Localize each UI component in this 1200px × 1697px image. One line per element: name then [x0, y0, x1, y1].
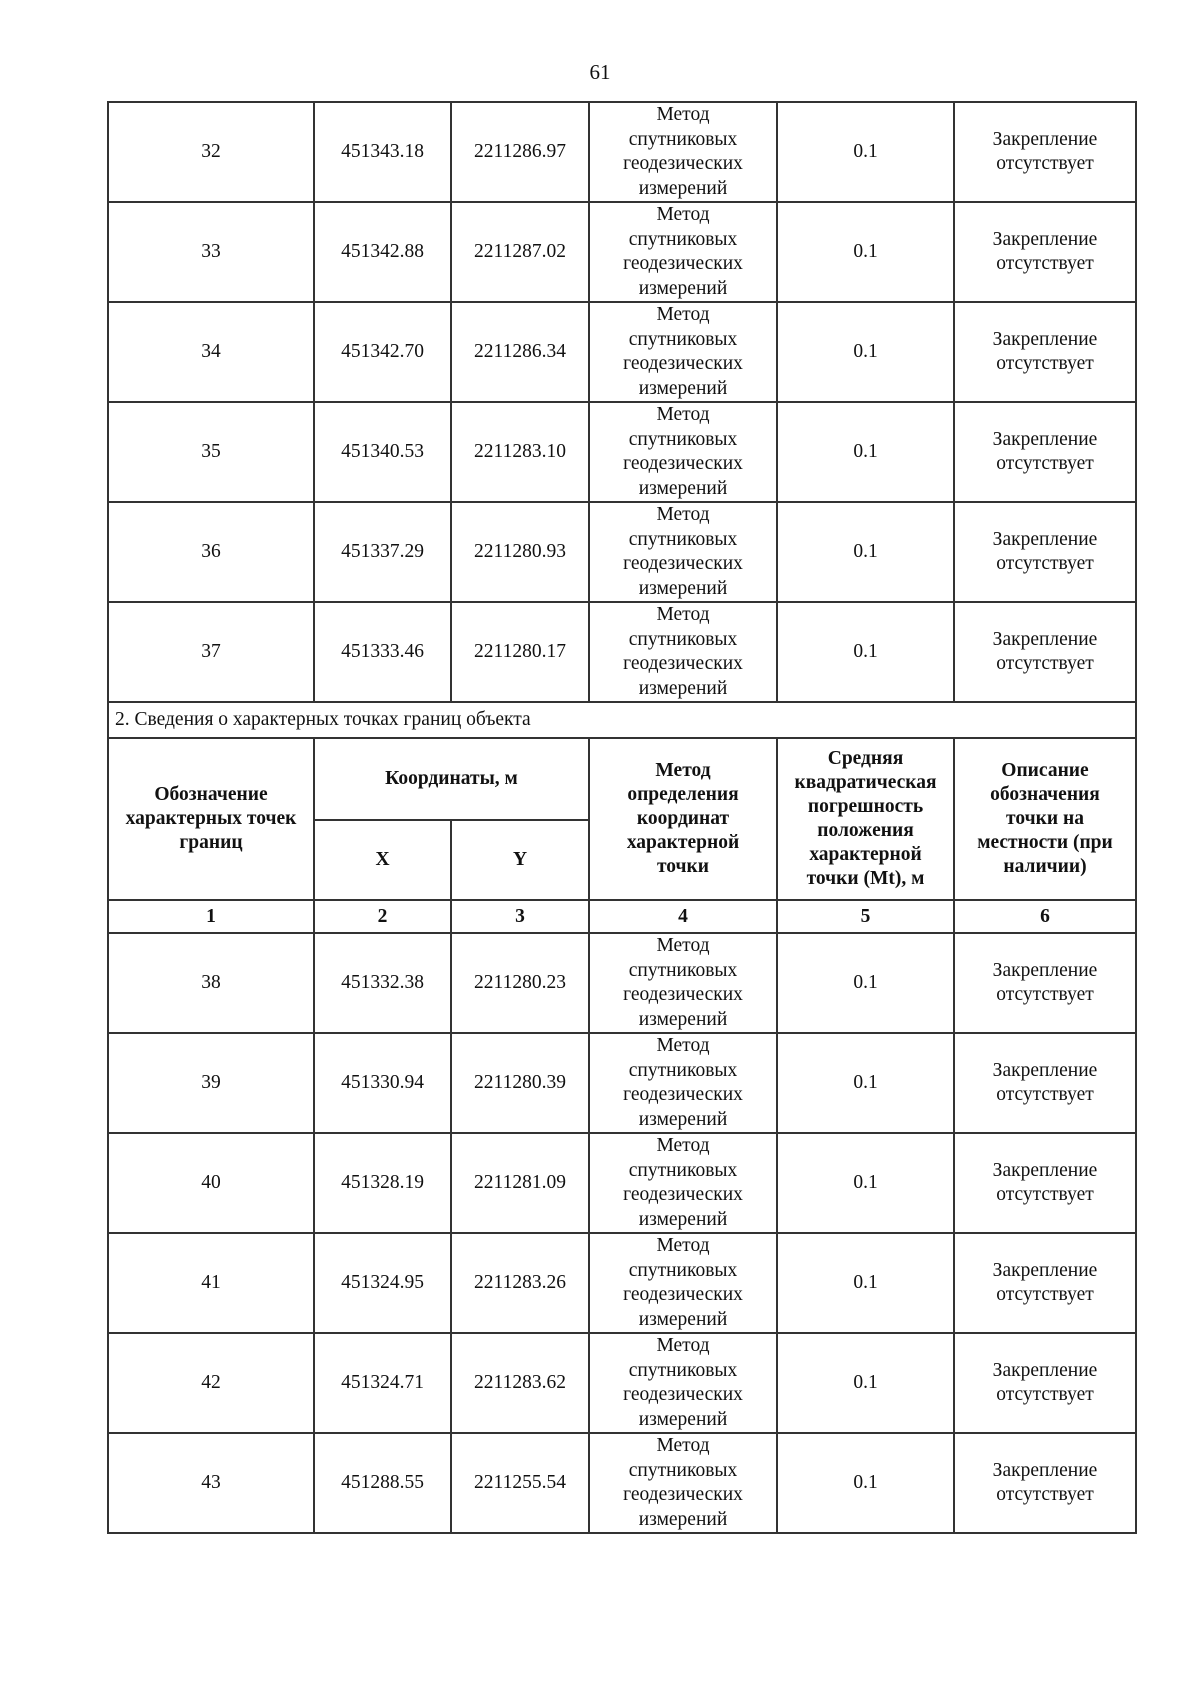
method-line: измерений — [638, 377, 728, 399]
point-number-cell: 34 — [108, 302, 314, 402]
description-cell — [954, 502, 1136, 602]
method-line: спутниковых — [628, 328, 738, 350]
header-line: положения — [817, 820, 914, 841]
header-method — [589, 738, 777, 900]
x-coordinate-cell: 451288.55 — [314, 1433, 451, 1533]
description-line: отсутствует — [996, 453, 1094, 474]
method-line: измерений — [638, 1208, 728, 1230]
method-line: Метод — [656, 1235, 710, 1256]
header-line: характерной — [626, 832, 740, 853]
description-cell — [954, 202, 1136, 302]
y-coordinate-cell: 2211283.62 — [451, 1333, 589, 1433]
header-line: погрешность — [807, 796, 924, 817]
description-line: отсутствует — [996, 1484, 1094, 1505]
accuracy-cell: 0.1 — [777, 1133, 954, 1233]
header-y: Y — [451, 820, 589, 900]
header-line: Средняя — [827, 748, 904, 769]
method-line: Метод — [656, 604, 710, 625]
method-cell — [589, 502, 777, 602]
description-cell — [954, 1333, 1136, 1433]
header-coordinates: Координаты, м — [314, 738, 589, 820]
method-line: спутниковых — [628, 428, 738, 450]
table-row — [108, 1233, 1136, 1333]
method-line: спутниковых — [628, 528, 738, 550]
y-coordinate-cell: 2211287.02 — [451, 202, 589, 302]
point-number-cell: 39 — [108, 1033, 314, 1133]
table-row — [108, 1433, 1136, 1533]
accuracy-cell: 0.1 — [777, 502, 954, 602]
method-line: спутниковых — [628, 1159, 738, 1181]
table-row — [108, 1333, 1136, 1433]
accuracy-cell: 0.1 — [777, 933, 954, 1033]
description-cell — [954, 1133, 1136, 1233]
method-line: геодезических — [623, 1384, 743, 1405]
method-cell — [589, 1333, 777, 1433]
header-line: границ — [179, 832, 243, 853]
header-line: характерной — [809, 844, 922, 865]
description-line: отсутствует — [996, 553, 1094, 574]
method-line: измерений — [638, 1408, 728, 1430]
point-number-cell: 32 — [108, 102, 314, 202]
header-line: точки на — [1006, 808, 1084, 829]
column-number-cell: 1 — [108, 900, 314, 933]
method-line: измерений — [638, 177, 728, 199]
point-number-cell: 33 — [108, 202, 314, 302]
section-title-row — [108, 702, 1136, 738]
table-row — [108, 602, 1136, 702]
method-line: Метод — [656, 404, 710, 425]
table-row — [108, 1033, 1136, 1133]
method-line: спутниковых — [628, 959, 738, 981]
y-coordinate-cell: 2211280.93 — [451, 502, 589, 602]
point-number-cell: 42 — [108, 1333, 314, 1433]
header-line: определения — [627, 784, 739, 805]
method-cell — [589, 933, 777, 1033]
description-line: отсутствует — [996, 1384, 1094, 1405]
method-cell — [589, 102, 777, 202]
accuracy-cell: 0.1 — [777, 1333, 954, 1433]
description-cell — [954, 1433, 1136, 1533]
method-line: Метод — [656, 104, 710, 125]
column-number-cell: 5 — [777, 900, 954, 933]
accuracy-cell: 0.1 — [777, 102, 954, 202]
table-row — [108, 102, 1136, 202]
y-coordinate-cell: 2211255.54 — [451, 1433, 589, 1533]
description-line: отсутствует — [996, 1084, 1094, 1105]
description-line: Закрепление — [992, 529, 1098, 550]
description-line: Закрепление — [992, 429, 1098, 450]
header-line: квадратическая — [794, 772, 937, 793]
point-number-cell: 43 — [108, 1433, 314, 1533]
description-line: Закрепление — [992, 1260, 1098, 1281]
header-line: Обозначение — [154, 784, 268, 805]
point-number-cell: 40 — [108, 1133, 314, 1233]
method-cell — [589, 402, 777, 502]
description-cell — [954, 402, 1136, 502]
x-coordinate-cell: 451343.18 — [314, 102, 451, 202]
x-coordinate-cell: 451330.94 — [314, 1033, 451, 1133]
x-coordinate-cell: 451333.46 — [314, 602, 451, 702]
method-line: геодезических — [623, 1284, 743, 1305]
point-number-cell: 35 — [108, 402, 314, 502]
method-line: спутниковых — [628, 228, 738, 250]
x-coordinate-cell: 451332.38 — [314, 933, 451, 1033]
method-line: геодезических — [623, 553, 743, 574]
header-accuracy — [777, 738, 954, 900]
method-line: Метод — [656, 1335, 710, 1356]
description-cell — [954, 933, 1136, 1033]
y-coordinate-cell: 2211283.10 — [451, 402, 589, 502]
section-title: 2. Сведения о характерных точках границ объекта — [108, 702, 1136, 738]
table-row — [108, 302, 1136, 402]
page-number: 61 — [589, 60, 611, 84]
method-line: спутниковых — [628, 128, 738, 150]
method-line: геодезических — [623, 984, 743, 1005]
header-line: наличии) — [1003, 856, 1087, 877]
description-line: Закрепление — [992, 1060, 1098, 1081]
header-line: точки (Mt), м — [806, 868, 925, 889]
y-coordinate-cell: 2211280.17 — [451, 602, 589, 702]
x-coordinate-cell: 451342.70 — [314, 302, 451, 402]
description-line: Закрепление — [992, 629, 1098, 650]
accuracy-cell: 0.1 — [777, 1233, 954, 1333]
method-line: измерений — [638, 477, 728, 499]
method-line: геодезических — [623, 1184, 743, 1205]
table-row — [108, 933, 1136, 1033]
method-line: измерений — [638, 1308, 728, 1330]
method-line: Метод — [656, 304, 710, 325]
table-row — [108, 502, 1136, 602]
column-number-cell: 6 — [954, 900, 1136, 933]
point-number-cell: 37 — [108, 602, 314, 702]
method-line: Метод — [656, 1035, 710, 1056]
boundary-points-table — [107, 101, 1137, 1534]
y-coordinate-cell: 2211286.97 — [451, 102, 589, 202]
description-cell — [954, 1033, 1136, 1133]
description-line: Закрепление — [992, 1160, 1098, 1181]
y-coordinate-cell: 2211280.39 — [451, 1033, 589, 1133]
header-line: характерных точек — [125, 808, 297, 829]
accuracy-cell: 0.1 — [777, 402, 954, 502]
header-line: Метод — [655, 760, 711, 781]
description-line: Закрепление — [992, 329, 1098, 350]
x-coordinate-cell: 451324.71 — [314, 1333, 451, 1433]
table-row — [108, 202, 1136, 302]
method-line: спутниковых — [628, 1059, 738, 1081]
method-line: измерений — [638, 1108, 728, 1130]
header-description — [954, 738, 1136, 900]
table-row — [108, 402, 1136, 502]
table-body — [108, 102, 1136, 1533]
method-line: геодезических — [623, 453, 743, 474]
method-cell — [589, 1233, 777, 1333]
method-line: измерений — [638, 677, 728, 699]
x-coordinate-cell: 451340.53 — [314, 402, 451, 502]
description-line: отсутствует — [996, 153, 1094, 174]
description-line: Закрепление — [992, 229, 1098, 250]
description-line: отсутствует — [996, 984, 1094, 1005]
method-line: геодезических — [623, 1484, 743, 1505]
method-line: спутниковых — [628, 1259, 738, 1281]
method-line: измерений — [638, 1008, 728, 1030]
description-line: Закрепление — [992, 1360, 1098, 1381]
method-line: Метод — [656, 204, 710, 225]
method-line: Метод — [656, 504, 710, 525]
method-line: Метод — [656, 1135, 710, 1156]
description-line: отсутствует — [996, 353, 1094, 374]
header-line: местности (при — [977, 832, 1113, 853]
header-line: точки — [656, 856, 710, 877]
accuracy-cell: 0.1 — [777, 202, 954, 302]
table-row — [108, 1133, 1136, 1233]
point-number-cell: 36 — [108, 502, 314, 602]
accuracy-cell: 0.1 — [777, 1033, 954, 1133]
column-number-cell: 2 — [314, 900, 451, 933]
description-line: Закрепление — [992, 1460, 1098, 1481]
x-coordinate-cell: 451337.29 — [314, 502, 451, 602]
method-line: геодезических — [623, 1084, 743, 1105]
column-number-cell: 4 — [589, 900, 777, 933]
method-line: геодезических — [623, 153, 743, 174]
header-row — [108, 738, 1136, 820]
description-line: отсутствует — [996, 653, 1094, 674]
method-line: геодезических — [623, 253, 743, 274]
method-line: измерений — [638, 1508, 728, 1530]
description-cell — [954, 102, 1136, 202]
method-cell — [589, 202, 777, 302]
method-cell — [589, 1433, 777, 1533]
description-cell — [954, 1233, 1136, 1333]
y-coordinate-cell: 2211280.23 — [451, 933, 589, 1033]
header-designation — [108, 738, 314, 900]
description-cell — [954, 602, 1136, 702]
header-line: Описание — [1001, 760, 1089, 781]
method-line: геодезических — [623, 653, 743, 674]
x-coordinate-cell: 451328.19 — [314, 1133, 451, 1233]
header-x: X — [314, 820, 451, 900]
point-number-cell: 41 — [108, 1233, 314, 1333]
method-line: спутниковых — [628, 1359, 738, 1381]
method-line: спутниковых — [628, 628, 738, 650]
x-coordinate-cell: 451342.88 — [314, 202, 451, 302]
method-line: Метод — [656, 1435, 710, 1456]
header-line: обозначения — [990, 784, 1100, 805]
method-cell — [589, 602, 777, 702]
description-cell — [954, 302, 1136, 402]
description-line: отсутствует — [996, 253, 1094, 274]
accuracy-cell: 0.1 — [777, 602, 954, 702]
method-cell — [589, 302, 777, 402]
column-number-row — [108, 900, 1136, 933]
y-coordinate-cell: 2211286.34 — [451, 302, 589, 402]
description-line: Закрепление — [992, 960, 1098, 981]
method-cell — [589, 1033, 777, 1133]
x-coordinate-cell: 451324.95 — [314, 1233, 451, 1333]
description-line: отсутствует — [996, 1184, 1094, 1205]
method-line: измерений — [638, 277, 728, 299]
accuracy-cell: 0.1 — [777, 302, 954, 402]
method-line: измерений — [638, 577, 728, 599]
method-cell — [589, 1133, 777, 1233]
description-line: Закрепление — [992, 129, 1098, 150]
description-line: отсутствует — [996, 1284, 1094, 1305]
header-line: координат — [636, 808, 730, 829]
method-line: спутниковых — [628, 1459, 738, 1481]
method-line: Метод — [656, 935, 710, 956]
method-line: геодезических — [623, 353, 743, 374]
y-coordinate-cell: 2211281.09 — [451, 1133, 589, 1233]
point-number-cell: 38 — [108, 933, 314, 1033]
accuracy-cell: 0.1 — [777, 1433, 954, 1533]
column-number-cell: 3 — [451, 900, 589, 933]
y-coordinate-cell: 2211283.26 — [451, 1233, 589, 1333]
